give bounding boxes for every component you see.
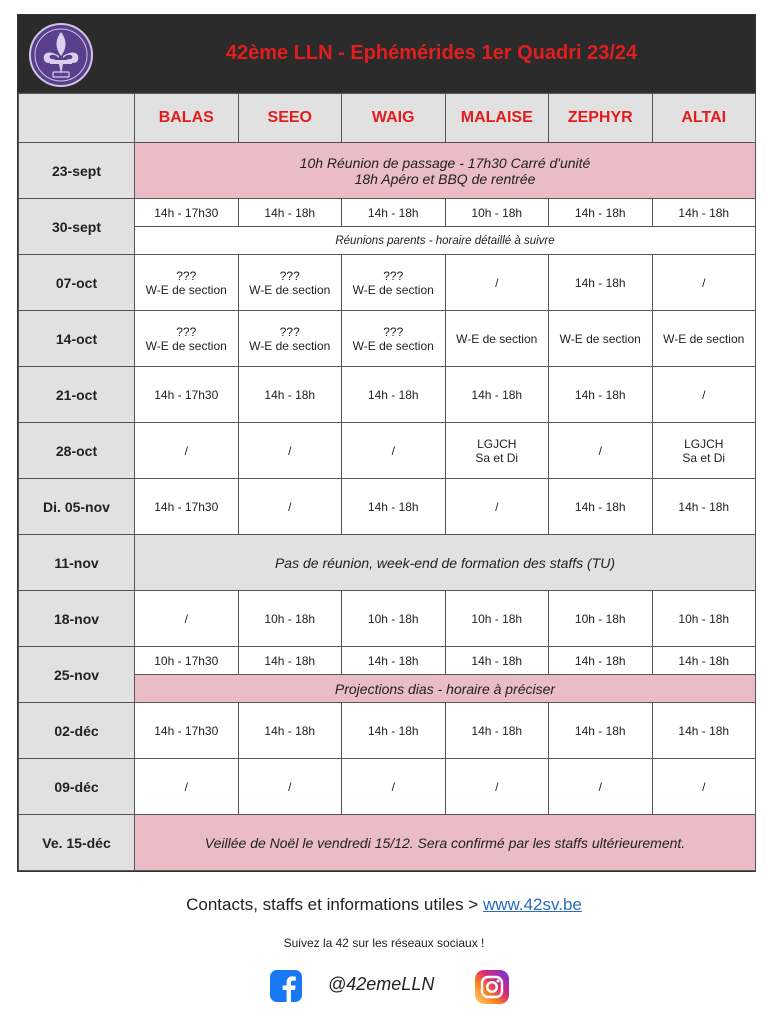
schedule-cell — [652, 367, 756, 423]
schedule-cell — [549, 367, 653, 423]
schedule-cell — [342, 199, 446, 227]
schedule-cell — [342, 255, 446, 311]
schedule-row — [19, 647, 756, 675]
cell-line: / — [184, 443, 188, 458]
date-cell: 28-oct — [19, 423, 135, 479]
cell-line: W-E de section — [145, 338, 227, 353]
schedule-row — [19, 367, 756, 423]
cell-line: ??? — [176, 268, 197, 283]
cell-line: W-E de section — [145, 282, 227, 297]
cell-line: / — [495, 779, 499, 794]
schedule-cell — [342, 423, 446, 479]
fleur-de-lis-logo-icon — [28, 22, 94, 88]
schedule-cell — [238, 367, 342, 423]
cell-line: 14h - 18h — [264, 653, 316, 668]
schedule-cell — [445, 703, 549, 759]
schedule-cell — [238, 647, 342, 675]
cell-line: 14h - 18h — [367, 723, 419, 738]
schedule-cell — [445, 647, 549, 675]
cell-line: 14h - 18h — [574, 387, 626, 402]
schedule-table — [18, 93, 756, 871]
schedule-cell — [652, 255, 756, 311]
cell-line: ??? — [383, 268, 404, 283]
schedule-cell — [445, 367, 549, 423]
section-header: ZEPHYR — [549, 94, 653, 143]
schedule-cell — [342, 759, 446, 815]
cell-line: ??? — [383, 324, 404, 339]
cell-line: 14h - 18h — [574, 723, 626, 738]
date-cell: Di. 05-nov — [19, 479, 135, 535]
schedule-cell — [549, 759, 653, 815]
cell-line: 14h - 18h — [678, 653, 730, 668]
schedule-cell — [549, 423, 653, 479]
schedule-cell — [445, 311, 549, 367]
schedule-cell — [238, 591, 342, 647]
schedule-cell — [652, 647, 756, 675]
cell-line: 10h - 18h — [471, 205, 523, 220]
cell-line: 10h Réunion de passage - 17h30 Carré d'unité — [299, 154, 591, 171]
schedule-cell — [549, 647, 653, 675]
date-cell: Ve. 15-déc — [19, 815, 135, 871]
schedule-cell — [135, 255, 239, 311]
cell-line: / — [702, 275, 706, 290]
cell-line: 14h - 17h30 — [154, 723, 219, 738]
cell-line: Pas de réunion, week-end de formation des staffs (TU) — [274, 554, 616, 571]
cell-line: ??? — [279, 268, 300, 283]
cell-line: / — [184, 611, 188, 626]
schedule-row — [19, 591, 756, 647]
cell-line: LGJCH — [477, 436, 517, 451]
schedule-cell — [342, 479, 446, 535]
schedule-cell — [135, 591, 239, 647]
cell-line: / — [702, 779, 706, 794]
schedule-cell — [135, 367, 239, 423]
date-cell: 09-déc — [19, 759, 135, 815]
cell-line: 14h - 18h — [574, 205, 626, 220]
cell-line: / — [495, 275, 499, 290]
cell-line: 14h - 18h — [471, 387, 523, 402]
event-span-cell — [135, 143, 756, 199]
schedule-cell — [238, 199, 342, 227]
schedule-cell — [342, 311, 446, 367]
note-cell: Réunions parents - horaire détaillé à suivre — [135, 227, 756, 255]
schedule-cell — [549, 199, 653, 227]
cell-line: 10h - 18h — [678, 611, 730, 626]
schedule-cell — [135, 199, 239, 227]
social-links — [270, 970, 520, 1010]
cell-line: 18h Apéro et BBQ de rentrée — [354, 170, 536, 187]
schedule-cell — [135, 759, 239, 815]
date-cell: 02-déc — [19, 703, 135, 759]
date-cell: 25-nov — [19, 647, 135, 703]
schedule-cell — [445, 255, 549, 311]
schedule-row — [19, 759, 756, 815]
cell-line: 14h - 18h — [678, 205, 730, 220]
header-bar — [18, 15, 755, 93]
schedule-cell — [549, 591, 653, 647]
schedule-cell — [445, 423, 549, 479]
cell-line: ??? — [279, 324, 300, 339]
cell-line: 10h - 17h30 — [154, 653, 219, 668]
cell-line: 14h - 18h — [574, 275, 626, 290]
cell-line: 14h - 17h30 — [154, 205, 219, 220]
schedule-row — [19, 199, 756, 227]
event-span-cell — [135, 815, 756, 871]
schedule-cell — [238, 479, 342, 535]
schedule-cell — [652, 479, 756, 535]
cell-line: Veillée de Noël le vendredi 15/12. Sera confirmé par les staffs ultérieurement. — [204, 834, 686, 851]
schedule-cell — [652, 423, 756, 479]
schedule-row — [19, 143, 756, 199]
contacts-text: Contacts, staffs et informations utiles > — [186, 895, 483, 914]
section-header: WAIG — [342, 94, 446, 143]
schedule-cell — [549, 703, 653, 759]
website-link[interactable]: www.42sv.be — [482, 895, 582, 914]
schedule-cell — [238, 703, 342, 759]
schedule-cell — [445, 759, 549, 815]
schedule-cell — [652, 703, 756, 759]
cell-line: Sa et Di — [475, 450, 519, 465]
cell-line: 10h - 18h — [367, 611, 419, 626]
schedule-row — [19, 535, 756, 591]
cell-line: 10h - 18h — [471, 611, 523, 626]
cell-line: W-E de section — [249, 282, 331, 297]
date-cell: 18-nov — [19, 591, 135, 647]
cell-line: / — [598, 779, 602, 794]
cell-line: 14h - 17h30 — [154, 499, 219, 514]
cell-line: W-E de section — [249, 338, 331, 353]
cell-line: 14h - 18h — [264, 205, 316, 220]
cell-line: 14h - 18h — [367, 653, 419, 668]
cell-line: / — [288, 443, 292, 458]
schedule-cell — [135, 479, 239, 535]
schedule-cell — [652, 759, 756, 815]
cell-line: 14h - 18h — [367, 387, 419, 402]
schedule-cell — [135, 647, 239, 675]
event-span-cell — [135, 535, 756, 591]
date-cell: 11-nov — [19, 535, 135, 591]
schedule-cell — [238, 759, 342, 815]
cell-line: / — [495, 499, 499, 514]
section-header: ALTAI — [652, 94, 756, 143]
date-cell: 07-oct — [19, 255, 135, 311]
cell-line: LGJCH — [684, 436, 724, 451]
cell-line: 14h - 17h30 — [154, 387, 219, 402]
schedule-sheet — [17, 14, 756, 872]
note-cell: Projections dias - horaire à préciser — [135, 675, 756, 703]
schedule-cell — [342, 647, 446, 675]
schedule-cell — [342, 703, 446, 759]
cell-line: 14h - 18h — [678, 499, 730, 514]
cell-line: / — [391, 443, 395, 458]
cell-line: 14h - 18h — [471, 723, 523, 738]
schedule-cell — [549, 311, 653, 367]
schedule-cell — [238, 311, 342, 367]
page-title: 42ème LLN - Ephémérides 1er Quadri 23/24 — [225, 42, 638, 64]
schedule-cell — [342, 591, 446, 647]
cell-line: W-E de section — [352, 338, 434, 353]
cell-line: / — [598, 443, 602, 458]
schedule-row — [19, 815, 756, 871]
cell-line: 14h - 18h — [367, 205, 419, 220]
schedule-cell — [238, 423, 342, 479]
schedule-cell — [238, 255, 342, 311]
section-header-row — [19, 94, 756, 143]
header-corner — [19, 94, 135, 143]
cell-line: 14h - 18h — [574, 653, 626, 668]
cell-line: / — [702, 387, 706, 402]
schedule-row — [19, 423, 756, 479]
cell-line: Sa et Di — [682, 450, 726, 465]
schedule-cell — [549, 479, 653, 535]
schedule-cell — [652, 311, 756, 367]
date-cell: 14-oct — [19, 311, 135, 367]
cell-line: / — [391, 779, 395, 794]
cell-line: W-E de section — [456, 331, 538, 346]
schedule-cell — [135, 423, 239, 479]
schedule-cell — [652, 199, 756, 227]
cell-line: W-E de section — [559, 331, 641, 346]
schedule-row — [19, 703, 756, 759]
social-handle: @42emeLLN — [328, 974, 435, 994]
cell-line: 14h - 18h — [264, 387, 316, 402]
cell-line: 14h - 18h — [678, 723, 730, 738]
contacts-line — [0, 895, 768, 915]
schedule-cell — [342, 367, 446, 423]
schedule-cell — [445, 199, 549, 227]
schedule-cell — [445, 479, 549, 535]
section-header: SEEO — [238, 94, 342, 143]
cell-line: 14h - 18h — [367, 499, 419, 514]
schedule-cell — [652, 591, 756, 647]
cell-line: 14h - 18h — [264, 723, 316, 738]
facebook-icon[interactable] — [270, 970, 302, 1002]
cell-line: 10h - 18h — [574, 611, 626, 626]
cell-line: / — [184, 779, 188, 794]
schedule-row — [19, 479, 756, 535]
schedule-row — [19, 311, 756, 367]
schedule-cell — [135, 311, 239, 367]
section-header: BALAS — [135, 94, 239, 143]
date-cell: 21-oct — [19, 367, 135, 423]
cell-line: W-E de section — [663, 331, 745, 346]
cell-line: 14h - 18h — [471, 653, 523, 668]
schedule-cell — [135, 703, 239, 759]
cell-line: 14h - 18h — [574, 499, 626, 514]
cell-line: 10h - 18h — [264, 611, 316, 626]
instagram-icon[interactable] — [475, 970, 509, 1004]
follow-text: Suivez la 42 sur les réseaux sociaux ! — [283, 936, 485, 950]
date-cell: 30-sept — [19, 199, 135, 255]
section-header: MALAISE — [445, 94, 549, 143]
schedule-cell — [549, 255, 653, 311]
schedule-cell — [445, 591, 549, 647]
cell-line: / — [288, 499, 292, 514]
schedule-row — [19, 255, 756, 311]
cell-line: ??? — [176, 324, 197, 339]
schedule-body — [19, 94, 756, 871]
cell-line: W-E de section — [352, 282, 434, 297]
cell-line: / — [288, 779, 292, 794]
date-cell: 23-sept — [19, 143, 135, 199]
